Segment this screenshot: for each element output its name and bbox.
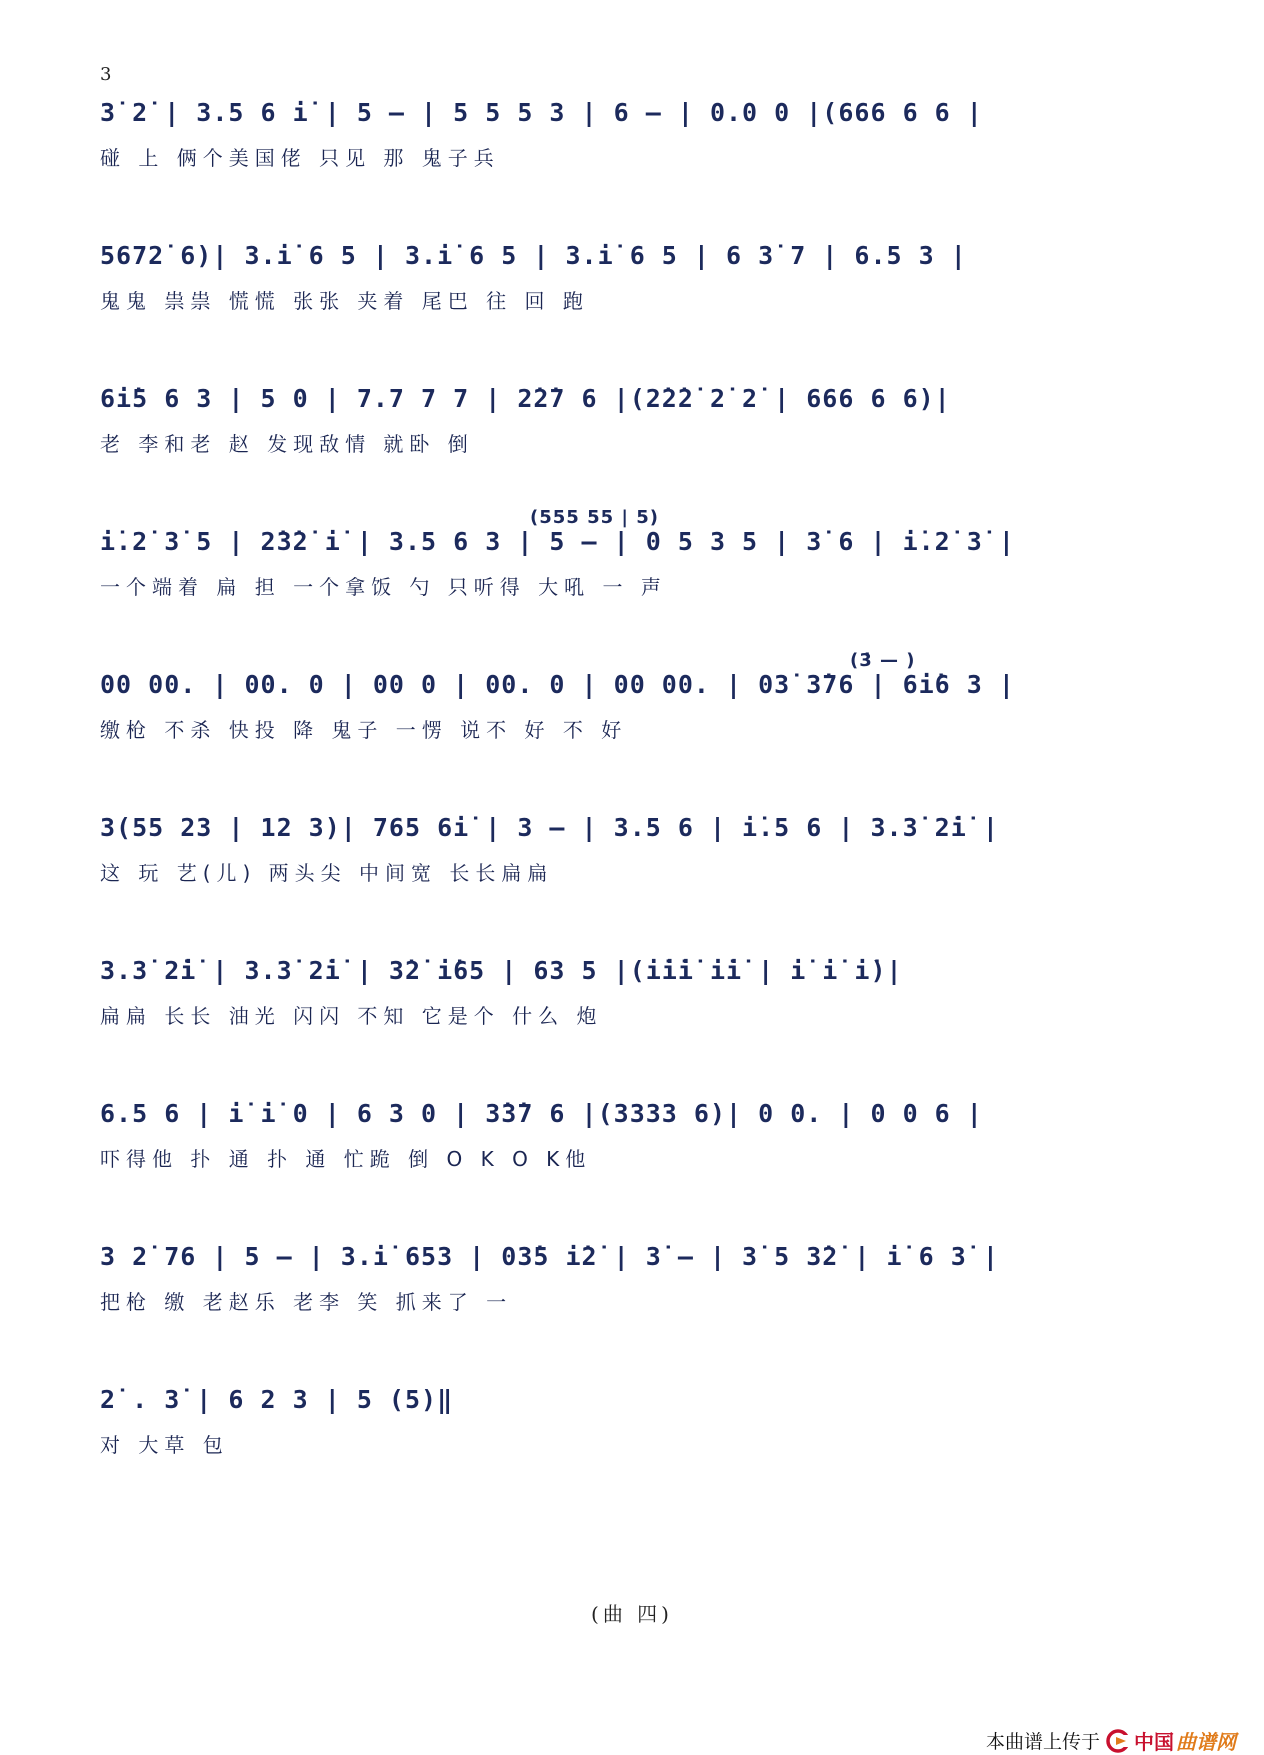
logo-text-china: 中国 — [1134, 1730, 1174, 1754]
score-system-5 — [100, 652, 1180, 795]
score-system-6 — [100, 795, 1180, 938]
notation-line: i̇.2̇ 3̇ 5 | 2̇3̇2̇ i̇ | 3.5 6 3 | 5 — | 0 5 3 5 | 3̇ 6 | i̇.2̇ 3̇ | — [100, 527, 1015, 556]
lyrics-line: 鬼鬼 祟祟 慌慌 张张 夹着 尾巴 往 回 跑 — [100, 289, 589, 313]
notation-line: 2̇ . 3̇ | 6 2 3 | 5 (5)‖ — [100, 1385, 454, 1414]
lyrics-line: 对 大草 包 — [100, 1433, 229, 1457]
page-number: 3 — [100, 64, 112, 85]
score-system-3 — [100, 366, 1180, 509]
lyrics-line: 把枪 缴 老赵乐 老李 笑 抓来了 一 — [100, 1290, 513, 1314]
score-system-10 — [100, 1367, 1180, 1510]
lyrics-line: 吓得他 扑 通 扑 通 忙跪 倒 O K O K他 — [100, 1147, 592, 1171]
notation-line: 3(55 23 | 12 3)| 765 6i̇ | 3 — | 3.5 6 | i̇.5 6 | 3.3̇ 2̇i̇ | — [100, 813, 999, 842]
notation-line: 3 2̇ 76 | 5 — | 3.i̇ 653 | 03̇5 i̇2̇ | 3̇ — | 3̇ 5 3̇2̇ | i̇ 6 3̇ | — [100, 1242, 999, 1271]
lyrics-line: 老 李和老 赵 发现敌情 就卧 倒 — [100, 432, 474, 456]
accompaniment-annotation: (3̇ — ) — [850, 650, 916, 671]
score-system-4 — [100, 509, 1180, 652]
lyrics-line: 扁扁 长长 油光 闪闪 不知 它是个 什么 炮 — [100, 1004, 603, 1028]
score-system-8 — [100, 1081, 1180, 1224]
score-system-9 — [100, 1224, 1180, 1367]
upload-text: 本曲谱上传于 — [985, 1731, 1100, 1753]
logo-text-site: 曲谱网 — [1176, 1730, 1236, 1754]
score-system-2 — [100, 223, 1180, 366]
lyrics-line: 一个端着 扁 担 一个拿饭 勺 只听得 大吼 一 声 — [100, 575, 667, 599]
notation-line: 5672̇ 6)| 3.i̇ 6 5 | 3.i̇ 6 5 | 3.i̇ 6 5 | 6 3̇ 7 | 6.5 3 | — [100, 241, 967, 270]
notation-line: 6.5 6 | i̇ i̇ 0 | 6 3 0 | 3̇3̇7 6 |(3333 6)| 0 0. | 0 0 6 | — [100, 1099, 983, 1128]
accompaniment-annotation: (555 55 | 5) — [530, 507, 659, 528]
lyrics-line: 这 玩 艺(儿) 两头尖 中间宽 长长扁扁 — [100, 861, 554, 885]
notation-line: 00 00. | 00. 0 | 00 0 | 00. 0 | 00 00. | 03̇ 3̇76 | 6i̇6 3 | — [100, 670, 1015, 699]
site-logo[interactable] — [1106, 1726, 1236, 1755]
notation-line: 6i̇5 6 3 | 5 0 | 7.7 7 7 | 2̇2̇7 6 |(2̇2̇2̇ 2̇ 2̇ | 666 6 6)| — [100, 384, 951, 413]
score — [100, 80, 1180, 1510]
notation-line: 3̇ 2̇ | 3.5 6 i̇ | 5 — | 5 5 5 3 | 6 — | 0.0 0 |(666 6 6 | — [100, 98, 983, 127]
lyrics-line: 碰 上 俩个美国佬 只见 那 鬼子兵 — [100, 146, 500, 170]
upload-credit — [986, 1726, 1236, 1755]
lyrics-line: 缴枪 不杀 快投 降 鬼子 一愣 说不 好 不 好 — [100, 718, 628, 742]
logo-mark-icon — [1106, 1729, 1132, 1753]
piece-label: (曲 四) — [591, 1602, 673, 1626]
notation-line: 3.3̇ 2̇i̇ | 3.3̇ 2̇i̇ | 3̇2̇ i̇65 | 63 5 |(i̇i̇i̇ i̇i̇ | i̇ i̇ i̇)| — [100, 956, 903, 985]
score-system-1 — [100, 80, 1180, 223]
score-system-7 — [100, 938, 1180, 1081]
